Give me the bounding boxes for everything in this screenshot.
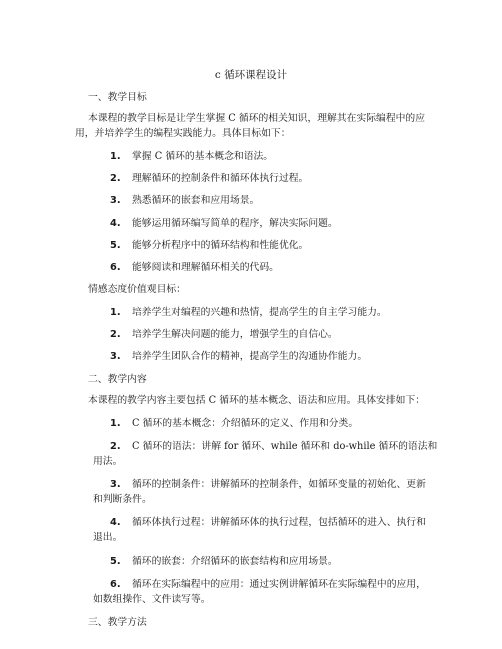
content-item: 循环在实际编程中的应用：通过实例讲解循环在实际编程中的应用， [132,579,426,590]
content-item-continued: 退出。 [93,532,123,543]
content-item: C 循环的语法：讲解 for 循环、while 循环和 do-while 循环的语法和 [132,441,438,452]
attitude-heading: 情感态度价值观目标： [88,284,186,295]
content-item-continued: 用法。 [93,456,123,467]
objective-number: 5. [110,240,121,251]
section-heading-methods: 三、教学方法 [88,617,147,628]
objective-number: 3. [110,195,121,206]
attitude-item: 培养学生对编程的兴趣和热情，提高学生的自主学习能力。 [132,307,387,318]
objectives-intro-line2: 用，并培养学生的编程实践能力。具体目标如下： [75,128,291,139]
content-number: 2. [110,441,121,452]
objective-item: 熟悉循环的嵌套和应用场景。 [132,195,260,206]
content-item: 循环的嵌套：介绍循环的嵌套结构和应用场景。 [132,556,338,567]
objective-number: 4. [110,218,121,229]
objective-item: 能够运用循环编写简单的程序，解决实际问题。 [132,218,338,229]
attitude-number: 1. [110,307,121,318]
content-intro: 本课程的教学内容主要包括 C 循环的基本概念、语法和应用。具体安排如下： [88,395,426,406]
attitude-item: 培养学生团队合作的精神，提高学生的沟通协作能力。 [132,351,368,362]
content-item: 循环体执行过程：讲解循环体的执行过程，包括循环的进入、执行和 [132,517,426,528]
objective-item: 掌握 C 循环的基本概念和语法。 [132,151,274,162]
objective-item: 能够分析程序中的循环结构和性能优化。 [132,240,309,251]
document-title: c 循环课程设计 [214,69,288,81]
objectives-intro-line1: 本课程的教学目标是让学生掌握 C 循环的相关知识，理解其在实际编程中的应 [88,113,426,124]
section-heading-objectives: 一、教学目标 [88,92,147,103]
attitude-number: 2. [110,329,121,340]
content-item-continued: 和判断条件。 [93,494,152,505]
attitude-number: 3. [110,351,121,362]
content-item: C 循环的基本概念：介绍循环的定义、作用和分类。 [132,418,359,429]
content-number: 3. [110,479,121,490]
objective-number: 2. [110,173,121,184]
objective-number: 1. [110,151,121,162]
objective-item: 理解循环的控制条件和循环体执行过程。 [132,173,309,184]
section-heading-content: 二、教学内容 [88,374,147,385]
attitude-item: 培养学生解决问题的能力，增强学生的自信心。 [132,329,338,340]
objective-item: 能够阅读和理解循环相关的代码。 [132,262,279,273]
content-item: 循环的控制条件：讲解循环的控制条件，如循环变量的初始化、更新 [132,479,426,490]
content-number: 5. [110,556,121,567]
content-item-continued: 如数组操作、文件读写等。 [93,594,211,605]
objective-number: 6. [110,262,121,273]
content-number: 1. [110,418,121,429]
content-number: 6. [110,579,121,590]
content-number: 4. [110,517,121,528]
